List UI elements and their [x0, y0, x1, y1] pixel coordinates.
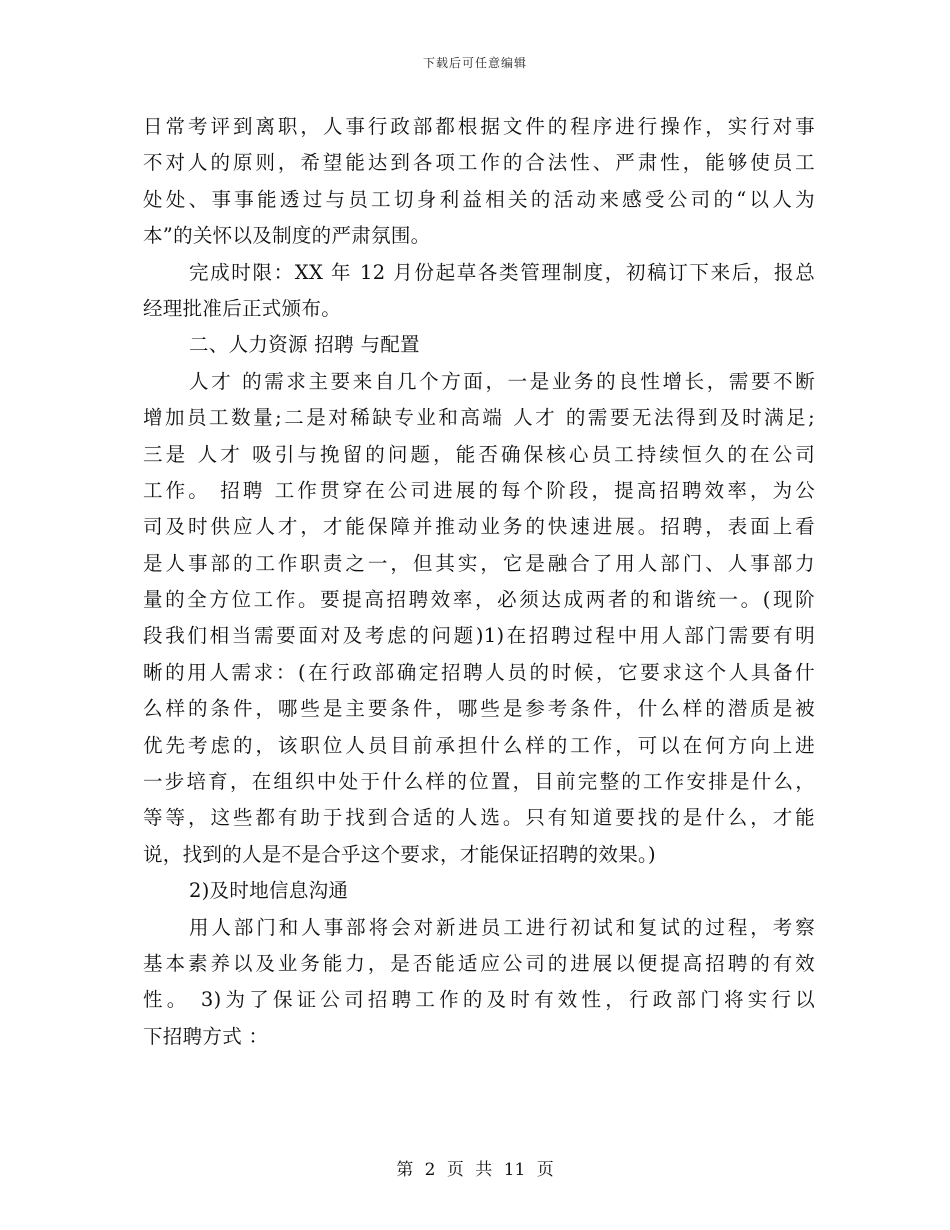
body-line: 晰的用人需求：(在行政部确定招聘人员的时候，它要求这个人具备什 [143, 660, 815, 684]
body-line: 段我们相当需要面对及考虑的问题)1)在招聘过程中用人部门需要有明 [143, 624, 815, 648]
body-line: 性。 3)为了保证公司招聘工作的及时有效性，行政部门将实行以 [143, 988, 815, 1012]
body-line: 说，找到的人是不是合乎这个要求，才能保证招聘的效果。) [143, 842, 656, 866]
body-line: 人才 的需求主要来自几个方面，一是业务的良性增长，需要不断 [189, 369, 815, 393]
body-line: 增加员工数量;二是对稀缺专业和高端 人才 的需要无法得到及时满足; [143, 406, 815, 430]
body-line: 用人部门和人事部将会对新进员工进行初试和复试的过程，考察 [189, 915, 815, 939]
section-heading: 二、人力资源 招聘 与配置 [189, 333, 420, 357]
body-line: 是人事部的工作职责之一，但其实，它是融合了用人部门、人事部力 [143, 551, 815, 575]
body-line: 不对人的原则，希望能达到各项工作的合法性、严肃性，能够使员工 [143, 151, 815, 175]
page-header: 下载后可任意编辑 [422, 56, 527, 70]
body-line: 优先考虑的，该职位人员目前承担什么样的工作，可以在何方向上进 [143, 733, 815, 757]
body-line: 一步培育，在组织中处于什么样的位置，目前完整的工作安排是什么， [143, 770, 815, 794]
body-line: 三是 人才 吸引与挽留的问题，能否确保核心员工持续恒久的在公司 [143, 442, 815, 466]
body-line: 司及时供应人才，才能保障并推动业务的快速进展。招聘，表面上看 [143, 515, 815, 539]
body-line: 工作。 招聘 工作贯穿在公司进展的每个阶段，提高招聘效率，为公 [143, 478, 815, 502]
body-line: 本”的关怀以及制度的严肃氛围。 [143, 224, 431, 248]
body-line: 日常考评到离职，人事行政部都根据文件的程序进行操作，实行对事 [143, 115, 815, 138]
page-number: 第 2 页 共 11 页 [396, 1160, 554, 1180]
body-line: 基本素养以及业务能力，是否能适应公司的进展以便提高招聘的有效 [143, 951, 815, 975]
body-line: 量的全方位工作。要提高招聘效率，必须达成两者的和谐统一。(现阶 [143, 588, 815, 612]
body-line: 等等，这些都有助于找到合适的人选。只有知道要找的是什么，才能 [143, 806, 815, 830]
body-line: 处处、事事能透过与员工切身利益相关的活动来感受公司的“以人为 [143, 187, 815, 211]
body-line: 经理批准后正式颁布。 [143, 296, 342, 320]
body-line: 下招聘方式 ： [143, 1024, 269, 1048]
sub-heading: 2)及时地信息沟通 [189, 879, 349, 903]
body-line: 么样的条件，哪些是主要条件，哪些是参考条件，什么样的潜质是被 [143, 697, 815, 721]
document-body [143, 109, 815, 1055]
body-line: 完成时限：XX 年 12 月份起草各类管理制度，初稿订下来后，报总 [189, 260, 815, 284]
